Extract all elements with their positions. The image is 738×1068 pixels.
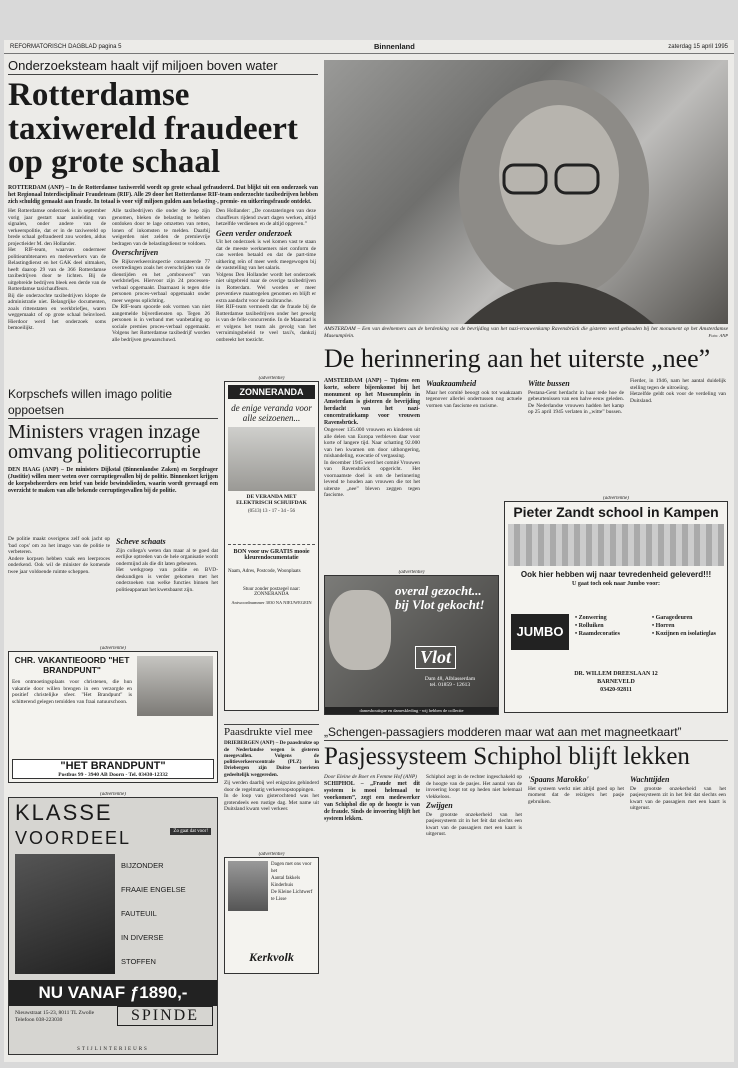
paragraph: In de loop van gisterochtend was het grotendeels een rustige dag. Met name uit Duitsland kwam veel verkeer. [224, 793, 319, 812]
ad-phone: (0513) 13 - 17 - 34 - 56 [247, 509, 296, 514]
article-title: Ministers vragen inzage omvang politiecorruptie [8, 421, 201, 464]
paragraph: Pestana-Gent herdacht in haar rede hoe de gebeurtenissen van een halve eeuw geleden. De Nederlandse vrouwen hadden het kamp op 25 april 1945 verlaten in „witte” bussen. [528, 389, 624, 415]
ad-footer: STIJLINTERIEURS [77, 1047, 149, 1052]
paragraph: Maar het comité beoogt ook tot waakzaam tegenover allerlei ondertussen nog actuele vormen van fascisme en racisme. [426, 389, 522, 409]
paragraph: Andere korpsen hebben vaak een leerproces onderkend. Ook wil de minister de komende twee jaar voldoende ruimte scheppen. [8, 555, 110, 575]
article-kicker: Korpschefs willen imago politie oppoetsen [8, 386, 218, 419]
slogan-line: overal gezocht... [395, 583, 482, 598]
article-paasdrukte [224, 724, 319, 844]
ad-brand: CHR. VAKANTIEOORD "HET BRANDPUNT" [14, 655, 130, 675]
ad-feature-list [121, 854, 213, 974]
article-title: Pasjessysteem Schiphol blijft lekken [324, 743, 690, 770]
list-item: IN DIVERSE [121, 933, 164, 942]
ad-brand: Kerkvolk [249, 950, 294, 964]
ad-phone: Telefoon 038-223030 [15, 1017, 63, 1023]
ad-tagline: de enige veranda voor alle seizoenen... [231, 403, 312, 423]
paragraph: De Rijksverkeersinspectie constateerde 77 overtredingen zoals het overschrijden van de dienstijden en het „ombouwen” van werkbriefjes. Hiervoor zijn 24 processen-verbaal opgemaakt. Daarnaast is tegen drie personen proces-verbaal opgemaakt onder meer wegens oplichting. [112, 258, 210, 304]
paragraph: Fierder, in 1946, nam het aantal duidelijk stelling tegen de uitroeiing. [630, 378, 726, 391]
armchair-image [15, 854, 115, 974]
paragraph: In december 1945 werd het comité Vrouwen van Ravensbrück opgericht. Het voornaamste doel is om de herinnering levend te houden aan vrouwen die tot het uiterste „nee” bleven zeggen tegen fascisme. [324, 459, 420, 498]
paragraph: Alle taxibedrijven die onder de loep zijn genomen, bleken de belasting te hebben ontdoken door te lage omzetten van retten, lonen of inkomsten te melden. Daarbij weigerden niet zelden de premievrije bedragen van de belastingdienst te voldoen. [112, 208, 210, 247]
article-lede: DEN HAAG (ANP) – De ministers Dijkstal (Binnenlandse Zaken) en Sorgdrager (Justitie) willen meer weten over corruptiegevallen bij de politie. Binnenkort krijgen de korpsbeheerders een brief van beide bewindslieden, waarin wordt gevraagd een overzicht te maken van alle bekende corruptiegevallen bij de politie. [8, 466, 218, 494]
ad-footer: damesboutique en dameskleding - wij hebben de collectie [325, 707, 498, 714]
ad-label: (advertentie) [258, 852, 285, 857]
list-item: De Kleine Lichtwerf [271, 890, 313, 895]
school-image [508, 524, 724, 566]
article-lede: SCHIPHOL – „Fraude met dit systeem is mooi helemaal te voorkomen”, zegt een medewerker van Schiphol die op de hoogte is van de fraude. Sinds de invoering blijft het systeem lekken. [324, 780, 420, 822]
subheading: Overschrijven [112, 248, 159, 257]
ad-coupon[interactable]: BON voor uw GRATIS mooie kleurendocumentatie [228, 544, 315, 561]
list-item: • Rolluiken [575, 623, 604, 629]
article-title: De herinnering aan het uiterste „nee” [324, 346, 711, 373]
paragraph: Bij die onderzochte taxibedrijven klopte de administratie niet. Belangrijke documenten, zoals rittenstaten en werkbriefjes, waren weggemaakt of op grote schaal beïnvloed. Hierdoor werd het onderzoek soms bemoeilijkt. [8, 292, 106, 331]
ad-box [504, 501, 728, 713]
subheading: Witte bussen [528, 379, 570, 388]
photo-caption [324, 326, 728, 344]
article-column [8, 208, 106, 378]
list-item: FAUTEUIL [121, 909, 157, 918]
ad-box [324, 575, 499, 715]
paragraph: Het RIF-team vermoedt dat de fraude bij de Rotterdamse taxibedrijven onder het gewelg is van de felle concurrentie. In de Maasstad is er volgens het team als gevolg van het verruimingsbeleid te veel taxi's, dankzij ontbreekt het toezicht. [216, 304, 316, 343]
list-item: te Lisse [271, 897, 287, 902]
ad-logo: JUMBO [511, 614, 569, 650]
ad-label: (advertentie) [100, 792, 126, 797]
list-item: STOFFEN [121, 957, 156, 966]
header-section: Binnenland [374, 42, 415, 51]
ad-label: (advertentie) [100, 646, 126, 651]
article-column [8, 536, 110, 641]
caption-text: AMSTERDAM – Een van deelnemers aan de herdenking van de bevrijding van het nazi-vrouwenkamp Ravensbrück die gisteren werd gehouden bij het monument op het Amsterdamse Museumplein. [324, 326, 728, 339]
ad-text: Een ontmoetingsplaats voor christenen, die hun vakantie door willen brengen in een verzorgde en positief christelijke sfeer. "Het Brandpunt" is schitterend gelegen temidden van fraai natuurschoon. [12, 679, 132, 705]
ad-title: Pieter Zandt school in Kampen [513, 504, 719, 520]
subheading: 'Spaans Marokko' [528, 775, 589, 784]
ad-address: Nieuwstraat 15-23, 8011 TL Zwolle [15, 1010, 95, 1016]
article-column [216, 208, 316, 378]
list-item: • Zonwering [575, 615, 607, 621]
subheading: Waakzaamheid [426, 379, 477, 388]
byline: Door Eleine de Boer en Femme Hof (ANP) [324, 774, 417, 780]
article-column [528, 378, 624, 478]
ad-brand: Vlot [415, 646, 456, 669]
ad-footer-title: "HET BRANDPUNT" [60, 760, 166, 772]
ad-box [224, 381, 319, 711]
ad-brand: SPINDE [117, 1006, 213, 1026]
paragraph: De RIF-team spoorde ook vormen van niet aangemelde bijverdiensten op. Tegen 26 personen is in verband met wanbetaling op sociale premies proces-verbaal opgemaakt. Volgens het Rotterdamse taxibedrijf worden alle bedrijven gewaarschuwd. [112, 304, 210, 343]
ad-phone: 03420-92811 [600, 687, 632, 693]
news-photo [324, 60, 728, 324]
paragraph: Ongeveer 135.000 vrouwen en kinderen uit alle delen van Europa verbleven daar voor korte of langere tijd. Naar schatting 92.000 van hen kwamen om door uithongering, mishandeling, executie of vergassing. [324, 427, 420, 459]
ad-badge: Zo gaat dat voor! [170, 828, 211, 835]
paragraph: Het RIF-team, waarvan ondermeer politieambtenaren en medewerkers van de Belastingdienst en het GAK deel uitmaken, heeft daarop 29 van de 366 Rotterdamse taxibedrijven door te lichten. Bij de uitgebreide bedrijven bleek een derde van de Rotterdamse taxichauffeurs. [8, 247, 106, 292]
ad-pieter-zandt [504, 496, 728, 716]
article-corruption [8, 386, 218, 641]
ad-label: (advertentie) [258, 376, 285, 381]
photo-credit: Foto: ANP [708, 332, 728, 338]
ad-tagline: Ook hier hebben wij naar tevredenheid geleverd!!! [520, 570, 712, 579]
subheading: Zwijgen [426, 801, 453, 810]
ad-address: Antwoordnummer 3030 NA NIEUWEGEIN [231, 600, 312, 605]
paragraph: Volgens Den Hollander wordt het onderzoek niet uitgebreid naar de overige taxibedrijven in Rotterdam. Wel worden er meer preventieve maatregelen genomen en blijft er extra aandacht voor de taxibranche. [216, 271, 316, 304]
ad-price: NU VANAF ƒ1890,- [9, 980, 217, 1006]
article-column [116, 536, 218, 641]
subheading: Wachttijden [630, 775, 670, 784]
article-column [630, 774, 726, 1058]
portrait-image [324, 60, 728, 324]
slogan-line: bij Vlot gekocht! [395, 597, 485, 612]
paragraph: Het systeem werkt niet altijd goed op het moment dat de reizigers het pasje gebruiken. [528, 785, 624, 805]
paragraph: Het werkgroep van politie en BVD-deskundigen is verder gekomen met het onderzoeken van welke functies binnen het politieapparaat het kwetsbaarst zijn. [116, 567, 218, 593]
article-schiphol [324, 724, 728, 1058]
ad-text [271, 861, 317, 903]
ad-coupon-fields[interactable]: Naam, Adres, Postcode, Woonplaats [228, 569, 301, 574]
ad-zonneranda [224, 376, 319, 716]
newspaper-page [4, 40, 734, 1062]
list-item: Dagen met ons voor het [271, 862, 312, 874]
list-item: Kinderhuis [271, 883, 294, 888]
article-column [426, 378, 522, 478]
paragraph: Den Hollander: „De constateringen van deze chauffeurs rijdend zwart dagen werken, altijd hetzelfde verdienen en de altijd opgeven.” [216, 208, 316, 227]
article-column [112, 208, 210, 378]
ad-vlot [324, 570, 499, 718]
paragraph: Het Rotterdamse onderzoek is in september vorig jaar gestart naar aanleiding van signalen, onder andere van de verkeerspolitie, dat er in de taxiwereld op brede schaal gefraudeerd zou worden, aldus projectleider M. den Hollander. [8, 208, 106, 247]
article-taxi [8, 58, 318, 378]
subheading: Scheve schaats [116, 537, 166, 546]
list-item: • Raamdecoraties [575, 631, 620, 637]
baby-image [228, 861, 268, 911]
ad-city: BARNEVELD [597, 679, 635, 685]
list-item: Aantal fakkels [271, 876, 301, 881]
article-column [426, 774, 522, 1058]
list-item: • Garagedeuren [652, 615, 693, 621]
ad-footer: Stuur zonder postzegel naar: ZONNERANDA [242, 587, 301, 597]
subheading: Geen verder onderzoek [216, 228, 292, 238]
list-item: FRAAIE ENGELSE [121, 885, 186, 894]
header-date: zaterdag 15 april 1995 [668, 44, 728, 50]
paragraph: De grootste onzekerheid van het pasjessysteem zit in het feit dat slechts een kwart van de passagiers met een kaart is uitgerust. [630, 785, 726, 811]
ad-subtitle: VOORDEEL [15, 828, 132, 848]
list-item: • Horren [652, 623, 675, 629]
ad-brandpunt [8, 646, 218, 786]
paragraph: Zij werden daarbij wel enigszins gehinderd door de regelmatig verkeersopstoppingen. [224, 780, 319, 793]
ad-slogan [395, 584, 495, 612]
ad-box [8, 651, 218, 783]
article-column [324, 774, 420, 1058]
ad-address: DR. WILLEM DREESLAAN 12 [574, 671, 658, 677]
article-column [630, 378, 726, 478]
article-lede: DRIEBERGEN (ANP) – De paasdrukte op de Nederlandse wegen is gisteren meegevallen. Volgens de politieverkeerscentrale (PLZ) in Driebergen zijn Duitse toeristen gedeeltelijk weggereden. [224, 740, 319, 778]
article-lede: ROTTERDAM (ANP) – In de Rotterdamse taxiwereld wordt op grote schaal gefraudeerd. Dat blijkt uit een onderzoek van het Regionaal Interdisciplinair Fraudeteam (RIF). Alle 29 door het Rotterdamse RIF-team onderzochte taxibedrijven hebben zich schuldig gemaakt aan fraude. In totaal is voor vijf miljoen gulden aan belasting-, premie- en uitkeringsfraude ontdekt. [8, 184, 318, 205]
article-kicker: Onderzoeksteam haalt vijf miljoen boven water [8, 58, 318, 75]
header-left: REFORMATORISCH DAGBLAD pagina 5 [10, 44, 122, 50]
article-kicker: „Schengen-passagiers modderen maar wat aan met magneetkaart” [324, 724, 728, 741]
article-column [324, 378, 420, 536]
list-item: BIJZONDER [121, 861, 164, 870]
article-column [528, 774, 624, 1058]
ad-phone: tel. 01859 - 12613 [429, 682, 471, 688]
model-image [329, 590, 391, 670]
ad-label: (advertentie) [603, 496, 629, 501]
ad-kerkvolk [224, 852, 319, 977]
article-lede: AMSTERDAM (ANP) – Tijdens een korte, sobere bijeenkomst bij het monument op het Museumplein in Amsterdam is gisteren de bevrijding herdacht van het nazi-concentratiekamp voor vrouwen Ravensbrück. [324, 378, 420, 426]
paragraph: Schiphol zegt in de rechter ingeschakeld op de hoogte van de pasjes. Het aantal van de invoering loopt tot op heden niet helemaal vlekkeloos. [426, 774, 522, 800]
ad-item-list [575, 614, 723, 638]
ad-label: (advertentie) [398, 570, 425, 575]
page-header [4, 40, 734, 54]
list-item: • Kozijnen en isolatieglas [652, 631, 716, 637]
paragraph: Uit het onderzoek is wel komen vast te staan dat de meeste werknemers niet conform de cao werden betaald en dat de part-time uitkering reïn of meer werk meegewogen bij de vaststelling van het salaris. [216, 239, 316, 271]
ad-footer-address: Postbus 99 - 3940 AB Doorn - Tel. 03430-12332 [58, 772, 168, 778]
veranda-image [228, 427, 315, 491]
paragraph: De politie maakt overigens zelf ook jacht op 'bad cops' om zo het imago van de politie te verbeteren. [8, 536, 110, 555]
paragraph: Hetzelfde geldt ook voor de verdeling van Duitsland. [630, 391, 726, 404]
ad-address: Dam 48, Alblasserdam [424, 676, 476, 682]
building-image [137, 656, 213, 716]
paragraph: Zijn collega's weten dan maar al te goed dat eerlijke optreden van de hele organisatie wordt ondermijnd als die dit laten gebeuren. [116, 547, 218, 567]
ad-brand: ZONNERANDA [228, 385, 315, 399]
article-title: Paasdrukte viel mee [224, 724, 319, 738]
ad-box [224, 857, 319, 974]
ad-title: KLASSE [15, 800, 113, 825]
ad-klasse [8, 792, 218, 1058]
ad-box [8, 797, 218, 1055]
ad-subtitle: DE VERANDA MET ELEKTRISCH SCHUIFDAK [236, 494, 307, 506]
paragraph: De grootste onzekerheid van het pasjessysteem zit in het feit dat slechts een kwart van de passagiers met een kaart is uitgerust. [426, 811, 522, 837]
ad-subtitle: U gaat toch ook naar Jumbo voor: [572, 581, 660, 587]
article-title: Rotterdamse taxiwereld fraudeert op grote schaal [8, 77, 298, 181]
